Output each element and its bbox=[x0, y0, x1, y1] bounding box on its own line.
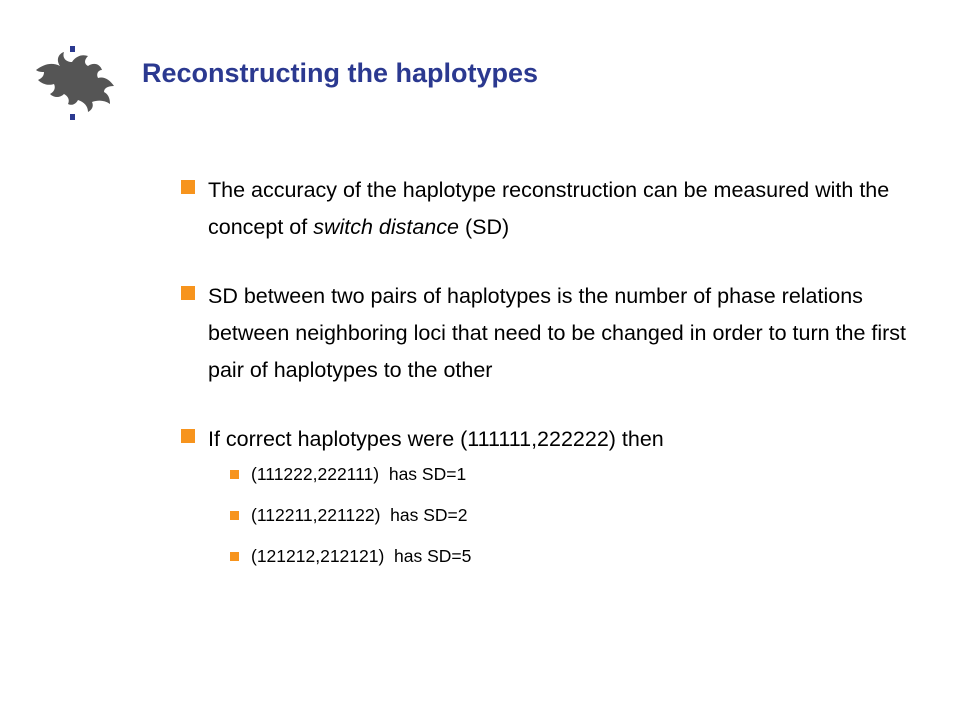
bullet-text: SD between two pairs of haplotypes is the number of phase relations between neighboring loci that need to be changed in order to turn the first pair of haplotypes to the other bbox=[208, 284, 907, 382]
example-list bbox=[178, 462, 928, 568]
sub-bullet-marker-icon bbox=[230, 470, 239, 479]
bullet-marker-icon bbox=[181, 180, 195, 194]
bullet-example bbox=[178, 421, 928, 458]
bullet-text: If correct haplotypes were (111111,222222) then bbox=[208, 427, 664, 451]
list-item bbox=[230, 544, 928, 568]
bullet-sd-definition bbox=[178, 278, 928, 389]
sub-bullet-text: (112211,221122) has SD=2 bbox=[251, 505, 468, 525]
bullet-text-part: The accuracy of the haplotype reconstruction can be measured with the concept of bbox=[208, 178, 890, 239]
list-item bbox=[230, 462, 928, 486]
sub-bullet-text: (121212,212121) has SD=5 bbox=[251, 546, 472, 566]
university-logo bbox=[34, 40, 118, 130]
slide-content bbox=[178, 172, 928, 585]
sub-bullet-text: (111222,222111) has SD=1 bbox=[251, 464, 467, 484]
flame-logo-icon bbox=[34, 40, 118, 130]
bullet-accuracy bbox=[178, 172, 928, 246]
bullet-marker-icon bbox=[181, 429, 195, 443]
list-item bbox=[230, 503, 928, 527]
page-title: Reconstructing the haplotypes bbox=[142, 58, 539, 88]
bullet-text-part: (SD) bbox=[458, 215, 510, 239]
sub-bullet-marker-icon bbox=[230, 511, 239, 520]
sub-bullet-marker-icon bbox=[230, 552, 239, 561]
emphasis-term: switch distance bbox=[313, 215, 459, 239]
bullet-marker-icon bbox=[181, 286, 195, 300]
